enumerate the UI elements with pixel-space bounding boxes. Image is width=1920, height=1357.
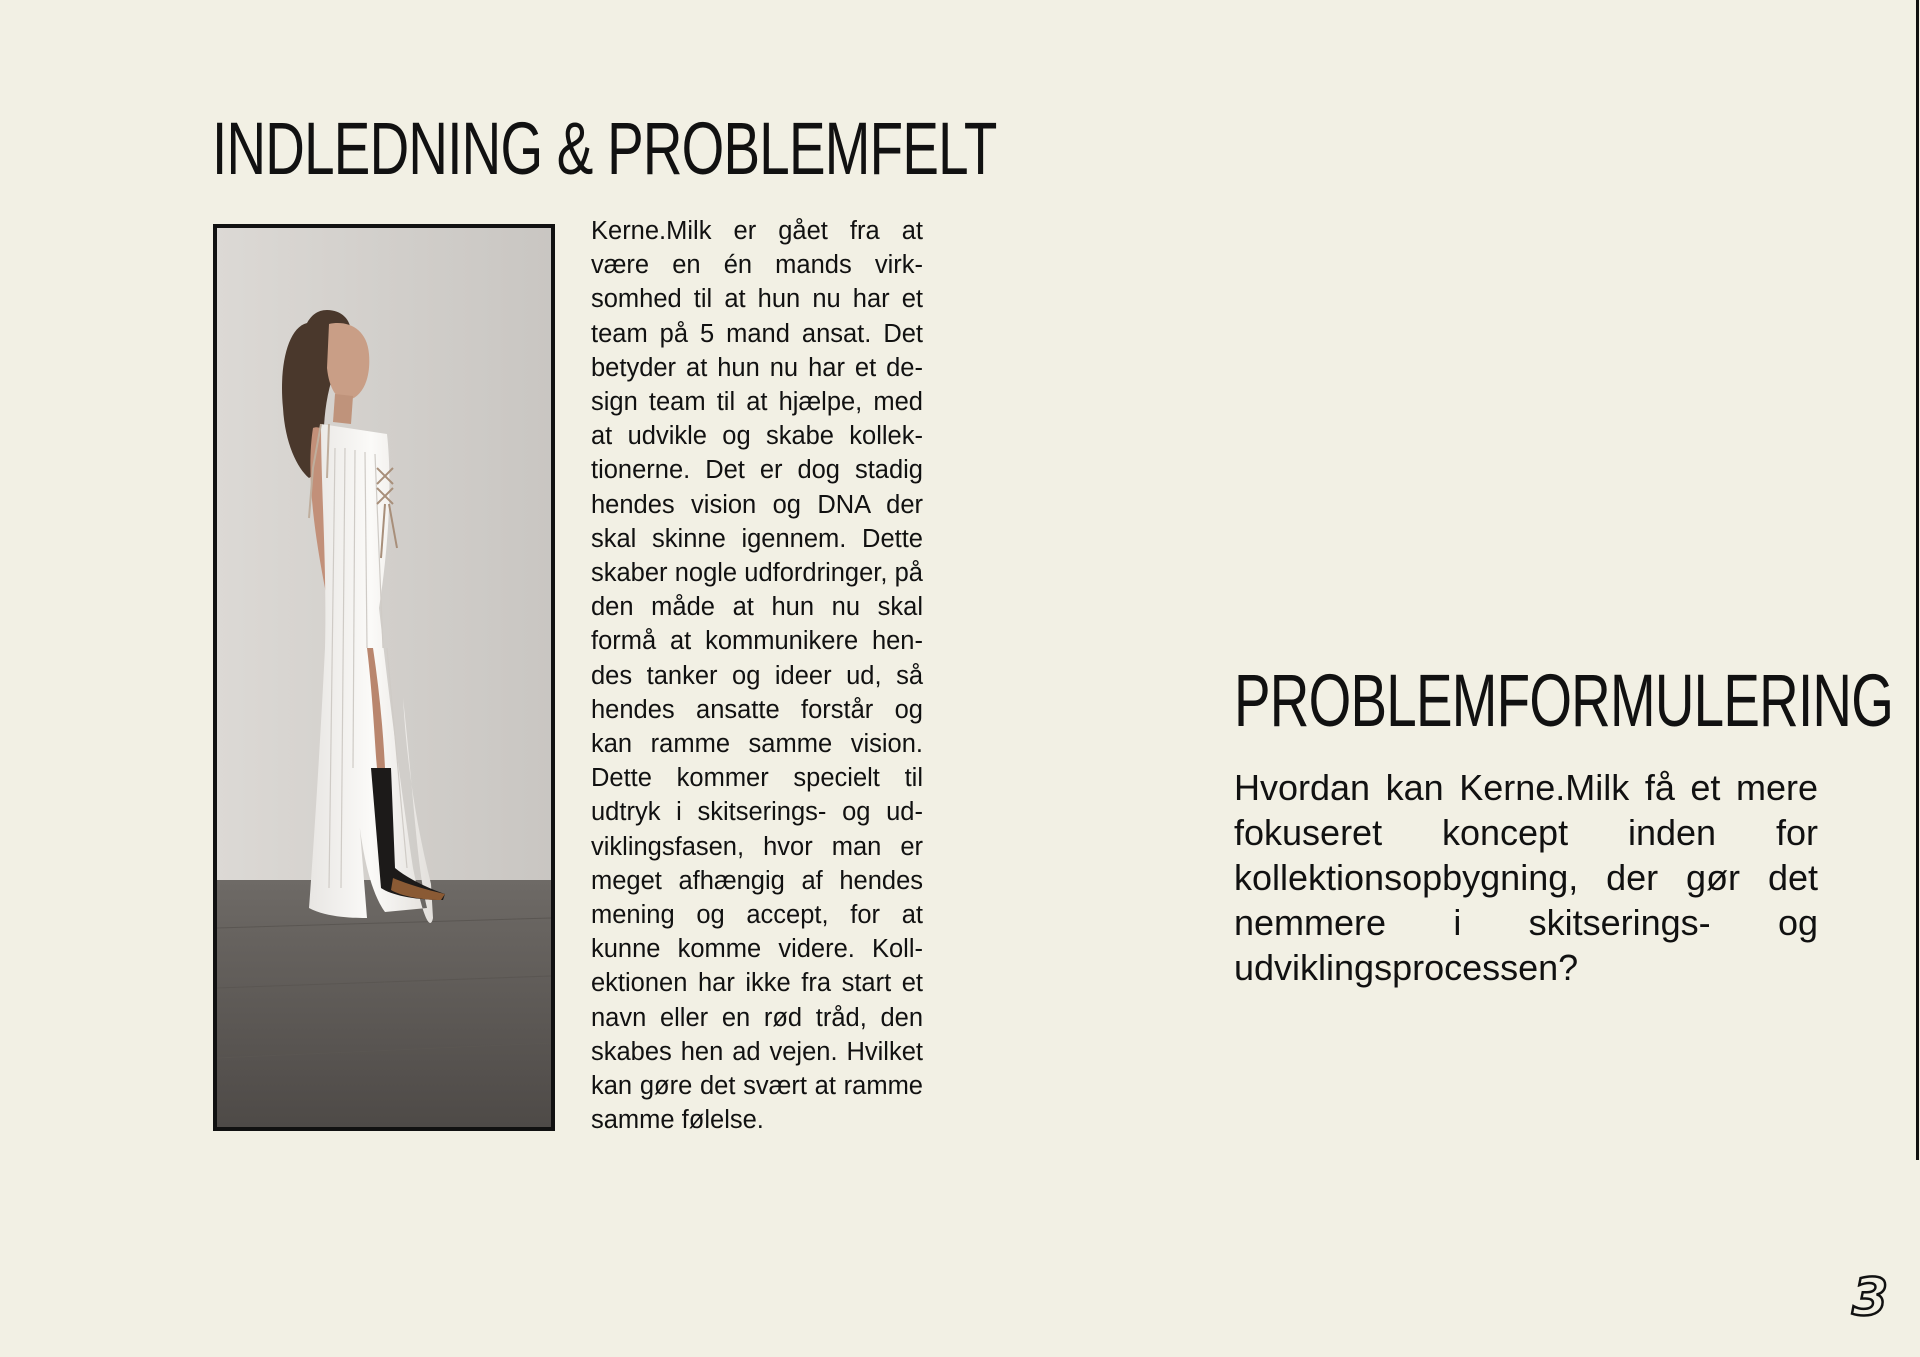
page-number: 3: [1852, 1268, 1889, 1328]
page-edge-divider: [1916, 0, 1919, 1160]
model-photo-illustration: [217, 228, 551, 1127]
model-photo: [213, 224, 555, 1131]
section-title-intro: INDLEDNING & PROBLEMFELT: [212, 107, 997, 190]
section-title-problem: PROBLEMFORMULERING: [1234, 659, 1894, 742]
intro-body-text: Kerne.Milk er gået fra at være en én mands virksomhed til at hun nu har et team på 5 mand ansat. Det betyder at hun nu har et design team til at hjælpe, med at udvikle og skabe kollektionerne. Det er dog stadig hendes vision og DNA der skal skinne igennem. Dette skaber nogle udfordringer, på den måde at hun nu skal formå at kommunikere hendes tanker og ideer ud, så hendes ansatte forstår og kan ramme samme vision. Dette kommer specielt til udtryk i skitserings- og udviklingsfasen, hvor man er meget afhængig af hendes mening og accept, for at kunne komme videre. Kollektionen har ikke fra start et navn eller en rød tråd, den skabes hen ad vejen. Hvilket kan gøre det svært at ramme samme følelse.: [591, 217, 923, 1135]
problem-question-text: Hvordan kan Kerne.Milk få et mere fokuseret koncept inden for kollektionsopbygning, der gør det nemmere i skitserings- og udviklingsprocessen?: [1234, 767, 1818, 988]
